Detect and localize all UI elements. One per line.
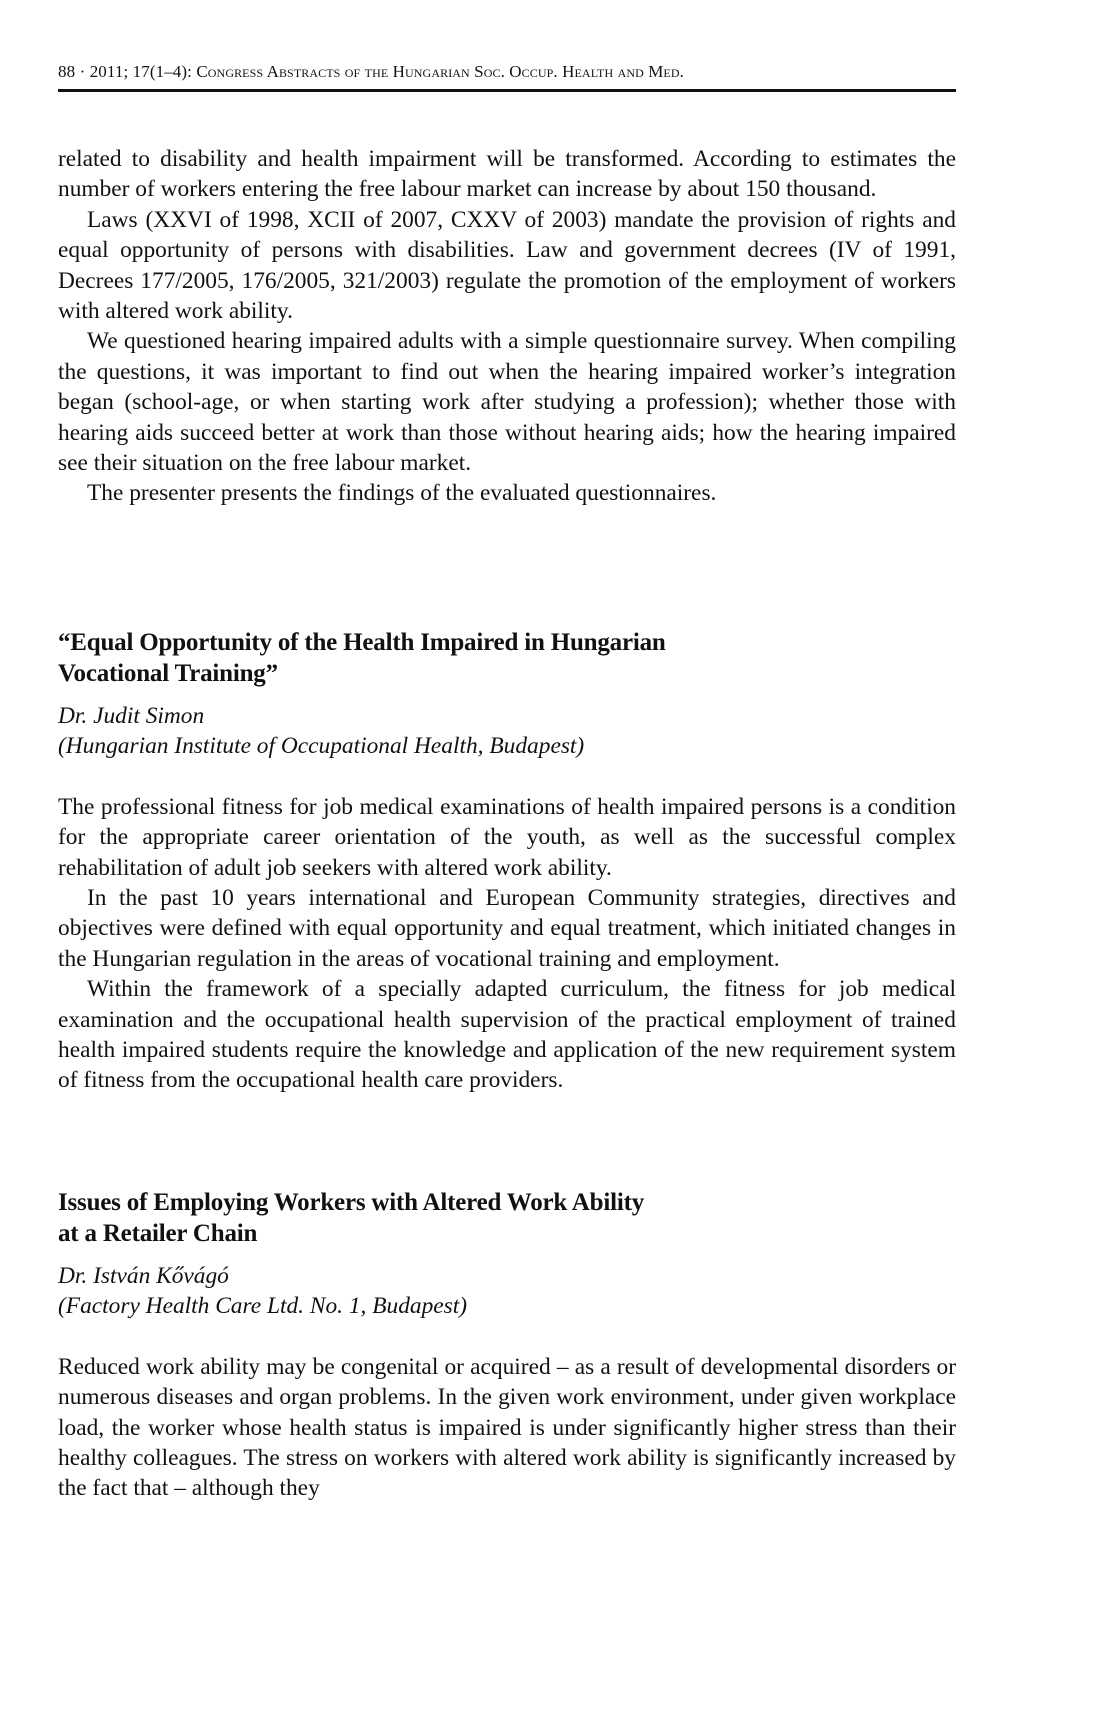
title-line-1: “Equal Opportunity of the Health Impaired in Hungarian (58, 629, 666, 656)
paragraph: The professional fitness for job medical examinations of health impaired persons is a condition for the appropriate career orientation of the youth, as well as the successful complex rehabilitation of adult job seekers with altered work ability. (58, 793, 956, 881)
affiliation: (Factory Health Care Ltd. No. 1, Budapest) (58, 1293, 468, 1320)
paragraph: Within the framework of a specially adapted curriculum, the fitness for job medical examination and the occupational health supervision of the practical employment of trained health impaired students require the knowledge and application of the new requirement system of fitness from the occupational health care providers. (58, 976, 956, 1094)
abstract-retailer-chain (58, 1187, 956, 1504)
paragraph: related to disability and health impairment will be transformed. According to estimates the number of workers entering the free labour market can increase by about 150 thousand. (58, 146, 956, 203)
abstract-title (58, 627, 956, 689)
author: Dr. Judit Simon (58, 703, 205, 729)
title-line-1: Issues of Employing Workers with Altered Work Ability (58, 1189, 645, 1216)
page-number: 88 (58, 62, 76, 81)
header-rule (58, 89, 956, 92)
author: Dr. István Kővágó (58, 1263, 229, 1289)
journal-title: Congress Abstracts of the Hungarian Soc. Occup. Health and Med. (196, 62, 684, 81)
abstract-title (58, 1187, 956, 1249)
paragraph: We questioned hearing impaired adults with a simple questionnaire survey. When compiling the questions, it was important to find out when the hearing impaired worker’s integration began (school-age, or when starting work after studying a profession); whether those with hearing aids succeed better at work than those without hearing aids; how the hearing impaired see their situation on the free labour market. (58, 328, 956, 477)
abstract-equal-opportunity (58, 627, 956, 1096)
paragraph: The presenter presents the findings of the evaluated questionnaires. (87, 480, 717, 507)
continued-abstract (58, 144, 956, 509)
paragraph: Laws (XXVI of 1998, XCII of 2007, CXXV of 2003) mandate the provision of rights and equal opportunity of persons with disabilities. Law and government decrees (IV of 1991, Decrees 177/2005, 176/2005, 321/2003) regulate the promotion of the employment of workers with altered work ability. (58, 206, 956, 325)
title-line-2: at a Retailer Chain (58, 1220, 258, 1247)
citation: 2011; 17(1–4): (89, 62, 192, 81)
paragraph: Reduced work ability may be congenital or acquired – as a result of developmental disorders or numerous diseases and organ problems. In the given work environment, under given workplace load, the worker whose health status is impaired is under significantly higher stress than their healthy colleagues. The stress on workers with altered work ability is significantly increased by the fact that – although they (58, 1353, 956, 1502)
separator-dot: · (79, 62, 86, 81)
running-head (58, 62, 956, 82)
title-line-2: Vocational Training” (58, 660, 278, 687)
affiliation: (Hungarian Institute of Occupational Health, Budapest) (58, 733, 585, 760)
paragraph: In the past 10 years international and European Community strategies, directives and objectives were defined with equal opportunity and equal treatment, which initiated changes in the Hungarian regulation in the areas of vocational training and employment. (58, 885, 956, 972)
